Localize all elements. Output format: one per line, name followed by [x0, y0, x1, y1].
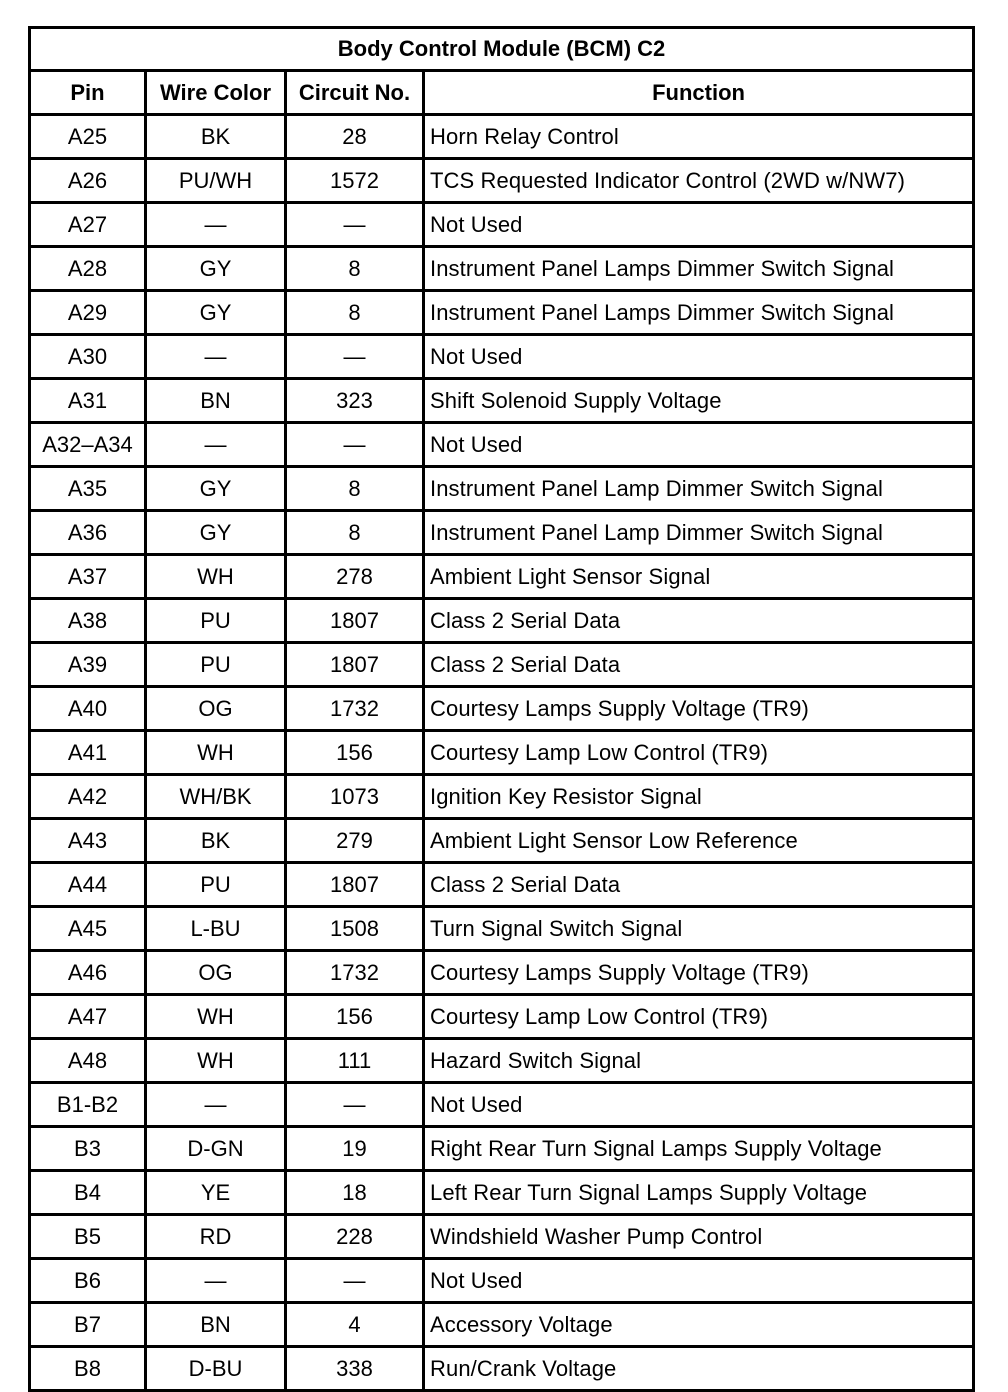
wire-color-cell: GY [146, 511, 286, 555]
table-row [30, 643, 974, 687]
circuit-cell: — [286, 335, 424, 379]
function-cell: Class 2 Serial Data [424, 863, 974, 907]
wire-color-cell: WH/BK [146, 775, 286, 819]
pin-cell: A30 [30, 335, 146, 379]
circuit-cell: — [286, 203, 424, 247]
wire-color-cell: GY [146, 467, 286, 511]
wire-color-cell: RD [146, 1215, 286, 1259]
table-title: Body Control Module (BCM) C2 [30, 28, 974, 71]
table-row [30, 1347, 974, 1391]
table-row [30, 995, 974, 1039]
pin-cell: B8 [30, 1347, 146, 1391]
wire-color-cell: — [146, 1259, 286, 1303]
function-cell: Ignition Key Resistor Signal [424, 775, 974, 819]
table-row [30, 1303, 974, 1347]
wire-color-cell: YE [146, 1171, 286, 1215]
pin-cell: A31 [30, 379, 146, 423]
function-cell: Instrument Panel Lamp Dimmer Switch Signal [424, 467, 974, 511]
table-row [30, 467, 974, 511]
circuit-cell: 1073 [286, 775, 424, 819]
circuit-cell: 323 [286, 379, 424, 423]
wire-color-cell: D-GN [146, 1127, 286, 1171]
wire-color-cell: PU [146, 599, 286, 643]
table-row [30, 115, 974, 159]
circuit-cell: — [286, 1083, 424, 1127]
circuit-cell: 1807 [286, 599, 424, 643]
table-row [30, 1171, 974, 1215]
table-body [30, 115, 974, 1391]
pin-cell: B6 [30, 1259, 146, 1303]
wire-color-cell: PU [146, 643, 286, 687]
function-cell: Accessory Voltage [424, 1303, 974, 1347]
table-row [30, 951, 974, 995]
circuit-cell: 8 [286, 467, 424, 511]
pin-cell: A42 [30, 775, 146, 819]
circuit-cell: 228 [286, 1215, 424, 1259]
pin-cell: A37 [30, 555, 146, 599]
circuit-cell: 156 [286, 995, 424, 1039]
function-cell: Instrument Panel Lamp Dimmer Switch Signal [424, 511, 974, 555]
wire-color-cell: BN [146, 1303, 286, 1347]
wire-color-cell: GY [146, 291, 286, 335]
function-cell: Left Rear Turn Signal Lamps Supply Voltage [424, 1171, 974, 1215]
table-row [30, 819, 974, 863]
function-cell: Ambient Light Sensor Signal [424, 555, 974, 599]
header-function: Function [424, 71, 974, 115]
circuit-cell: 279 [286, 819, 424, 863]
table-row [30, 1083, 974, 1127]
circuit-cell: 338 [286, 1347, 424, 1391]
function-cell: Instrument Panel Lamps Dimmer Switch Signal [424, 247, 974, 291]
function-cell: Not Used [424, 335, 974, 379]
header-circuit-no: Circuit No. [286, 71, 424, 115]
pin-cell: A41 [30, 731, 146, 775]
circuit-cell: 1807 [286, 863, 424, 907]
circuit-cell: 4 [286, 1303, 424, 1347]
pin-cell: B3 [30, 1127, 146, 1171]
pin-cell: A35 [30, 467, 146, 511]
table-row [30, 511, 974, 555]
wire-color-cell: BK [146, 115, 286, 159]
wire-color-cell: WH [146, 995, 286, 1039]
pin-cell: A39 [30, 643, 146, 687]
circuit-cell: 1508 [286, 907, 424, 951]
wire-color-cell: BK [146, 819, 286, 863]
function-cell: Courtesy Lamp Low Control (TR9) [424, 731, 974, 775]
circuit-cell: 1732 [286, 687, 424, 731]
circuit-cell: 19 [286, 1127, 424, 1171]
function-cell: Not Used [424, 1083, 974, 1127]
pin-cell: A45 [30, 907, 146, 951]
table-row [30, 1215, 974, 1259]
pin-cell: B1-B2 [30, 1083, 146, 1127]
header-row [30, 71, 974, 115]
wire-color-cell: WH [146, 1039, 286, 1083]
pin-cell: B7 [30, 1303, 146, 1347]
circuit-cell: — [286, 423, 424, 467]
wire-color-cell: D-BU [146, 1347, 286, 1391]
wire-color-cell: GY [146, 247, 286, 291]
pin-cell: B5 [30, 1215, 146, 1259]
circuit-cell: 1732 [286, 951, 424, 995]
pin-cell: B4 [30, 1171, 146, 1215]
table-row [30, 555, 974, 599]
wire-color-cell: OG [146, 687, 286, 731]
table-row [30, 159, 974, 203]
circuit-cell: — [286, 1259, 424, 1303]
function-cell: Shift Solenoid Supply Voltage [424, 379, 974, 423]
table-row [30, 731, 974, 775]
pin-cell: A29 [30, 291, 146, 335]
wire-color-cell: WH [146, 731, 286, 775]
wire-color-cell: — [146, 423, 286, 467]
pin-cell: A40 [30, 687, 146, 731]
function-cell: TCS Requested Indicator Control (2WD w/NW7) [424, 159, 974, 203]
pin-cell: A27 [30, 203, 146, 247]
table-row [30, 291, 974, 335]
function-cell: Hazard Switch Signal [424, 1039, 974, 1083]
wire-color-cell: PU/WH [146, 159, 286, 203]
pin-cell: A46 [30, 951, 146, 995]
circuit-cell: 278 [286, 555, 424, 599]
wire-color-cell: — [146, 203, 286, 247]
wire-color-cell: WH [146, 555, 286, 599]
circuit-cell: 8 [286, 247, 424, 291]
circuit-cell: 8 [286, 511, 424, 555]
bcm-connector-table [28, 26, 975, 1392]
pin-cell: A36 [30, 511, 146, 555]
table-row [30, 379, 974, 423]
pin-cell: A32–A34 [30, 423, 146, 467]
pin-cell: A43 [30, 819, 146, 863]
function-cell: Instrument Panel Lamps Dimmer Switch Signal [424, 291, 974, 335]
function-cell: Courtesy Lamp Low Control (TR9) [424, 995, 974, 1039]
circuit-cell: 111 [286, 1039, 424, 1083]
wire-color-cell: — [146, 1083, 286, 1127]
function-cell: Run/Crank Voltage [424, 1347, 974, 1391]
header-pin: Pin [30, 71, 146, 115]
header-wire-color: Wire Color [146, 71, 286, 115]
circuit-cell: 28 [286, 115, 424, 159]
table-row [30, 863, 974, 907]
wire-color-cell: PU [146, 863, 286, 907]
function-cell: Courtesy Lamps Supply Voltage (TR9) [424, 951, 974, 995]
circuit-cell: 156 [286, 731, 424, 775]
table-row [30, 907, 974, 951]
wire-color-cell: L-BU [146, 907, 286, 951]
function-cell: Turn Signal Switch Signal [424, 907, 974, 951]
table-row [30, 1039, 974, 1083]
wire-color-cell: BN [146, 379, 286, 423]
function-cell: Not Used [424, 203, 974, 247]
pin-cell: A28 [30, 247, 146, 291]
table-row [30, 203, 974, 247]
table-row [30, 599, 974, 643]
pin-cell: A48 [30, 1039, 146, 1083]
function-cell: Windshield Washer Pump Control [424, 1215, 974, 1259]
table-row [30, 1127, 974, 1171]
pin-cell: A47 [30, 995, 146, 1039]
circuit-cell: 1572 [286, 159, 424, 203]
circuit-cell: 8 [286, 291, 424, 335]
function-cell: Class 2 Serial Data [424, 643, 974, 687]
pin-cell: A25 [30, 115, 146, 159]
pin-cell: A38 [30, 599, 146, 643]
table-row [30, 775, 974, 819]
table-row [30, 335, 974, 379]
pin-cell: A26 [30, 159, 146, 203]
function-cell: Ambient Light Sensor Low Reference [424, 819, 974, 863]
title-row [30, 28, 974, 71]
function-cell: Not Used [424, 423, 974, 467]
table-row [30, 687, 974, 731]
table-row [30, 1259, 974, 1303]
function-cell: Horn Relay Control [424, 115, 974, 159]
function-cell: Class 2 Serial Data [424, 599, 974, 643]
wire-color-cell: — [146, 335, 286, 379]
function-cell: Not Used [424, 1259, 974, 1303]
circuit-cell: 18 [286, 1171, 424, 1215]
wire-color-cell: OG [146, 951, 286, 995]
table-row [30, 247, 974, 291]
table-row [30, 423, 974, 467]
function-cell: Courtesy Lamps Supply Voltage (TR9) [424, 687, 974, 731]
pin-cell: A44 [30, 863, 146, 907]
circuit-cell: 1807 [286, 643, 424, 687]
function-cell: Right Rear Turn Signal Lamps Supply Voltage [424, 1127, 974, 1171]
